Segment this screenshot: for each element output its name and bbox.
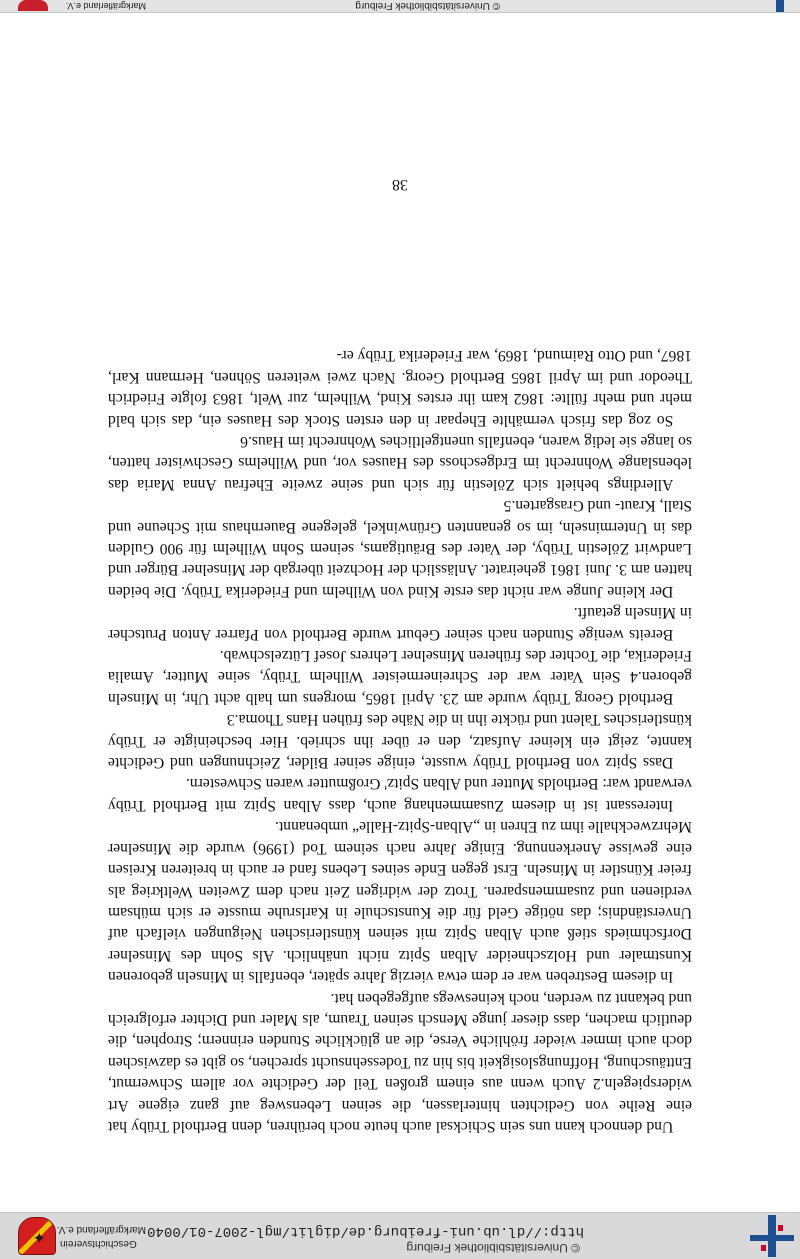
paragraph: Bereits wenige Stunden nach seiner Geburt wurde Berthold von Pfarrer Anton Prutscher in Minseln getauft. — [108, 604, 692, 643]
header-bar — [0, 1212, 800, 1259]
paragraph: Der kleine Junge war nicht das erste Kind von Wilhelm und Friederika Trüby. Die beiden hatten am 3. Juni 1861 geheiratet. Anlässlich der Hochzeit übergab der Minselner Bürger und Landwirt Zölestin Trüby, der Vater des Bräutigams, seinem Sohn Wilhelm für 900 Gulden das in Unterminseln, im so genannten Grünwinkel, gelegene Bauernhaus mit Scheune und Stall, Kraut- und Grasgarten.5 — [108, 497, 692, 600]
page-body — [108, 345, 692, 1137]
association-name: Geschichtsverein — [60, 1238, 137, 1249]
association-region: Markgräflerland e.V. — [56, 1224, 146, 1235]
association-region: Markgräflerland e.V. — [65, 1, 146, 11]
ub-freiburg-logo-icon — [750, 1215, 794, 1257]
paragraph: Interessant ist in diesem Zusammenhang auch, dass Alban Spitz mit Berthold Trüby verwandt war: Bertholds Mutter und Alban Spitz' Großmutter waren Schwestern. — [108, 775, 692, 814]
copyright-notice: © Universitätsbibliothek Freiburg — [406, 1241, 580, 1255]
page-number: 38 — [392, 176, 408, 193]
permalink-url[interactable]: http://dl.ub.uni-freiburg.de/diglit/mgl-2007-01/0040 — [147, 1223, 584, 1239]
paragraph: Dass Spitz von Berthold Trüby wusste, einige seiner Bilder, Zeichnungen und Gedichte kannte, zeigt ein kleiner Aufsatz, den er über ihn schrieb. Hier bescheinigte er Trüby künstlerisches Talent und rückte ihn in die Nähe des frühen Hans Thoma.3 — [108, 711, 692, 772]
paragraph: Berthold Georg Trüby wurde am 23. April 1865, morgens um halb acht Uhr, in Minseln geboren.4 Sein Vater war der Schreinermeister Wilhelm Trüby, seine Mutter, Amalia Friederika, die Tochter des früheren Minselner Lehrers Josef Lützelschwab. — [108, 647, 692, 707]
ub-freiburg-logo-icon — [776, 0, 784, 12]
copyright-notice: © Universitätsbibliothek Freiburg — [355, 0, 500, 11]
association-crest-icon — [18, 0, 48, 11]
paragraph: Allerdings behielt sich Zölestin für sich und seine zweite Ehefrau Anna Maria das lebenslange Wohnrecht im Erdgeschoss des Hauses vor, und Wilhelms Geschwister hatten, so lange sie ledig waren, ebenfalls unentgeltliches Wohnrecht im Haus.6 — [108, 433, 692, 493]
association-crest-icon: ✦ — [14, 1215, 56, 1255]
footer-bar — [0, 0, 800, 13]
paragraph: Und dennoch kann uns sein Schicksal auch heute noch berühren, denn Berthold Trüby hat eine Reihe von Gedichten hinterlassen, die seinen Lebensweg auf ganz eigene Art widerspiegeln.2 Auch wenn aus einem großen Teil der Gedichte vor allem Schwermut, Enttäuschung, Hoffnungslosigkeit bis hin zu Todessehnsucht sprechen, so gibt es dazwischen doch auch immer wieder fröhliche Verse, die an glückliche Stunden erinnern; Strophen, die deutlich machen, dass dieser junge Mensch seinen Traum, als Maler und Dichter erfolgreich und bekannt zu werden, noch keineswegs aufgegeben hat. — [108, 989, 692, 1135]
paragraph: So zog das frisch vermählte Ehepaar in den ersten Stock des Hauses ein, das sich bald mehr und mehr füllte: 1862 kam ihr erstes Kind, Wilhelm, zur Welt, 1863 folgte Friedrich Theodor und im April 1865 Berthold Georg. Nach zwei weiteren Söhnen, Hermann Karl, 1867, und Otto Raimund, 1869, war Friederika Trüby er- — [108, 347, 692, 429]
paragraph: In diesem Bestreben war er dem etwa vierzig Jahre später, ebenfalls in Minseln geborenen Kunstmaler und Holzschneider Alban Spitz nicht unähnlich. Als Sohn des Minselner Dorfschmieds stieß auch Alban Spitz mit seinen künstlerischen Neigungen vielfach auf Unverständnis; das nötige Geld für die Kunstschule in Karlsruhe musste er sich mühsam verdienen und zusammensparen. Trotz der widrigen Zeit nach dem Zweiten Weltkrieg als freier Künstler in Minseln. Erst gegen Ende seines Lebens fand er auch in breiteren Kreisen eine gewisse Anerkennung. Einige Jahre nach seinem Tod (1996) wurde die Minselner Mehrzweckhalle ihm zu Ehren in „Alban-Spitz-Halle“ umbenannt. — [108, 818, 692, 986]
